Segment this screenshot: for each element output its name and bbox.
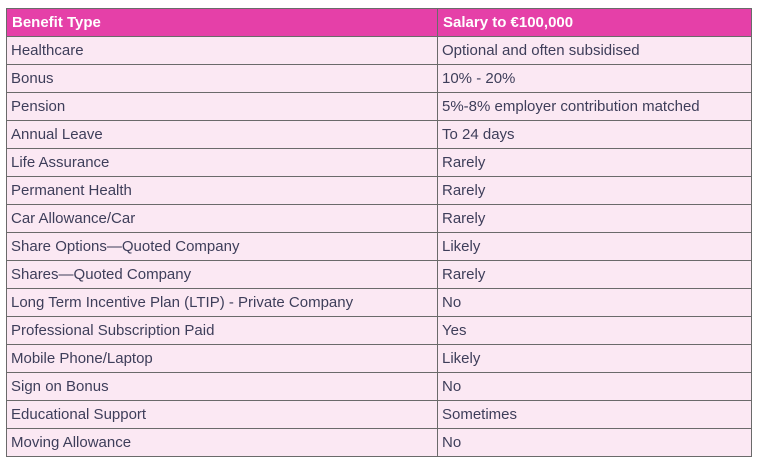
benefit-cell: Car Allowance/Car — [7, 205, 438, 233]
table-row — [7, 345, 752, 373]
value-cell: Rarely — [438, 261, 752, 289]
benefit-cell: Shares—Quoted Company — [7, 261, 438, 289]
benefit-cell: Life Assurance — [7, 149, 438, 177]
header-salary: Salary to €100,000 — [438, 9, 752, 37]
table-row — [7, 37, 752, 65]
benefit-cell: Educational Support — [7, 401, 438, 429]
value-cell: Rarely — [438, 149, 752, 177]
table-row — [7, 261, 752, 289]
value-cell: 10% - 20% — [438, 65, 752, 93]
benefit-cell: Professional Subscription Paid — [7, 317, 438, 345]
value-cell: No — [438, 289, 752, 317]
value-cell: Optional and often subsidised — [438, 37, 752, 65]
benefit-cell: Long Term Incentive Plan (LTIP) - Private Company — [7, 289, 438, 317]
header-benefit-type: Benefit Type — [7, 9, 438, 37]
table-row — [7, 317, 752, 345]
value-cell: Likely — [438, 233, 752, 261]
table-row — [7, 205, 752, 233]
benefit-cell: Sign on Bonus — [7, 373, 438, 401]
benefit-cell: Healthcare — [7, 37, 438, 65]
value-cell: No — [438, 373, 752, 401]
benefits-table-container — [6, 8, 751, 457]
benefits-table — [6, 8, 752, 457]
value-cell: Rarely — [438, 205, 752, 233]
table-row — [7, 233, 752, 261]
table-row — [7, 93, 752, 121]
benefit-cell: Pension — [7, 93, 438, 121]
benefit-cell: Moving Allowance — [7, 429, 438, 457]
value-cell: To 24 days — [438, 121, 752, 149]
table-row — [7, 65, 752, 93]
table-row — [7, 401, 752, 429]
table-row — [7, 177, 752, 205]
value-cell: Likely — [438, 345, 752, 373]
value-cell: No — [438, 429, 752, 457]
benefit-cell: Mobile Phone/Laptop — [7, 345, 438, 373]
benefit-cell: Share Options—Quoted Company — [7, 233, 438, 261]
table-row — [7, 149, 752, 177]
benefit-cell: Bonus — [7, 65, 438, 93]
value-cell: Sometimes — [438, 401, 752, 429]
benefit-cell: Annual Leave — [7, 121, 438, 149]
table-row — [7, 429, 752, 457]
table-row — [7, 373, 752, 401]
table-row — [7, 289, 752, 317]
table-header-row — [7, 9, 752, 37]
value-cell: Yes — [438, 317, 752, 345]
value-cell: 5%-8% employer contribution matched — [438, 93, 752, 121]
table-row — [7, 121, 752, 149]
value-cell: Rarely — [438, 177, 752, 205]
benefit-cell: Permanent Health — [7, 177, 438, 205]
